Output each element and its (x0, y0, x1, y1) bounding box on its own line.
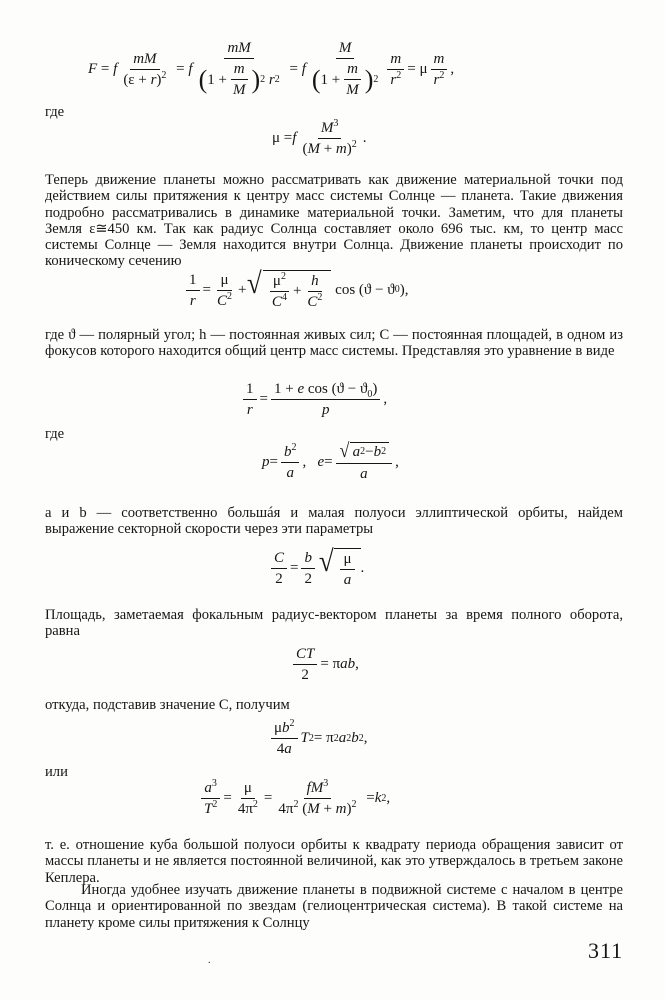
paragraph-2: где ϑ — полярный угол; h — постоянная живых сил; C — постоянная площадей, в одном из фокусов которого находится общий центр масс системы. Представляя это уравнение в виде (45, 327, 623, 360)
area-formula: CT 2 = π ab , (290, 646, 359, 683)
stray-mark: . (208, 955, 211, 966)
sector-velocity-formula: C 2 = b 2 √ μ a . (268, 548, 364, 588)
period-formula: $\mu b^2$ 4a T 2 = π 2 a 2 b 2 , (268, 720, 367, 757)
paragraph-6: т. е. отношение куба большой полуоси орбиты к квадрату периода обращения зависит от массы планеты и не является постоянной величиной, как это утверждалось в третьем законе Кеплера. (45, 837, 623, 886)
paragraph-4: Площадь, заметаемая фокальным радиус-вектором планеты за время полного оборота, равна (45, 607, 623, 640)
paragraph-5: откуда, подставив значение C, получим (45, 697, 290, 713)
mu-formula: μ = f $M^3$ $(M + m)^2$ . (272, 118, 367, 157)
label-where-2: где (45, 426, 65, 442)
conic-section-formula: 1 r = μ $C^2$ + √ $\mu^2$ $C^4$ + h $C^2$ cos (ϑ − ϑ 0 ), (183, 270, 408, 310)
orbit-equation: 1 r = 1 + e $\cos (ϑ - ϑ_0)$ p , (240, 381, 387, 418)
kepler-law-formula: $a^3$ $T^2$ = μ $4\pi^2$ = $fM^3$ $4\pi^2$ $(M + m)^2$ = k 2 , (198, 780, 390, 817)
paragraph-3: a и b — соответственно большáя и малая полуоси эллиптической орбиты, найдем выражение секторной скорости через эти параметры (45, 505, 623, 538)
parameters-formula: p = $b^2$ a , e = √ a 2 − b 2 a , (262, 440, 399, 482)
force-formula: F = f mM $(\varepsilon + r)^2$ = f mM ( 1 + m M ) 2 r 2 = f M ( 1 + m M ) 2 m $r^2$ = μ m $r^2$ , (88, 40, 455, 98)
paragraph-7: Иногда удобнее изучать движение планеты в подвижной системе с началом в центре Солнца и ориентированной по звездам (гелиоцентрическая система). В такой системе на планету кроме силы притяжения к Солнцу (45, 882, 623, 931)
label-where-1: где (45, 104, 65, 120)
page-number: 311 (588, 938, 624, 963)
paragraph-1: Теперь движение планеты можно рассматривать как движение материальной точки под действием силы притяжения к центру масс системы Солнце — планета. Такие движения подробно рассматривались в динамике материальной точки. Заметим, что для планеты Земля ε≅450 км. Так как радиус Солнца составляет около 696 тыс. км, то центр масс системы Солнце — Земля находится внутри Солнца. Движение планеты происходит по коническому сечению (45, 172, 623, 270)
label-or: или (45, 764, 68, 780)
